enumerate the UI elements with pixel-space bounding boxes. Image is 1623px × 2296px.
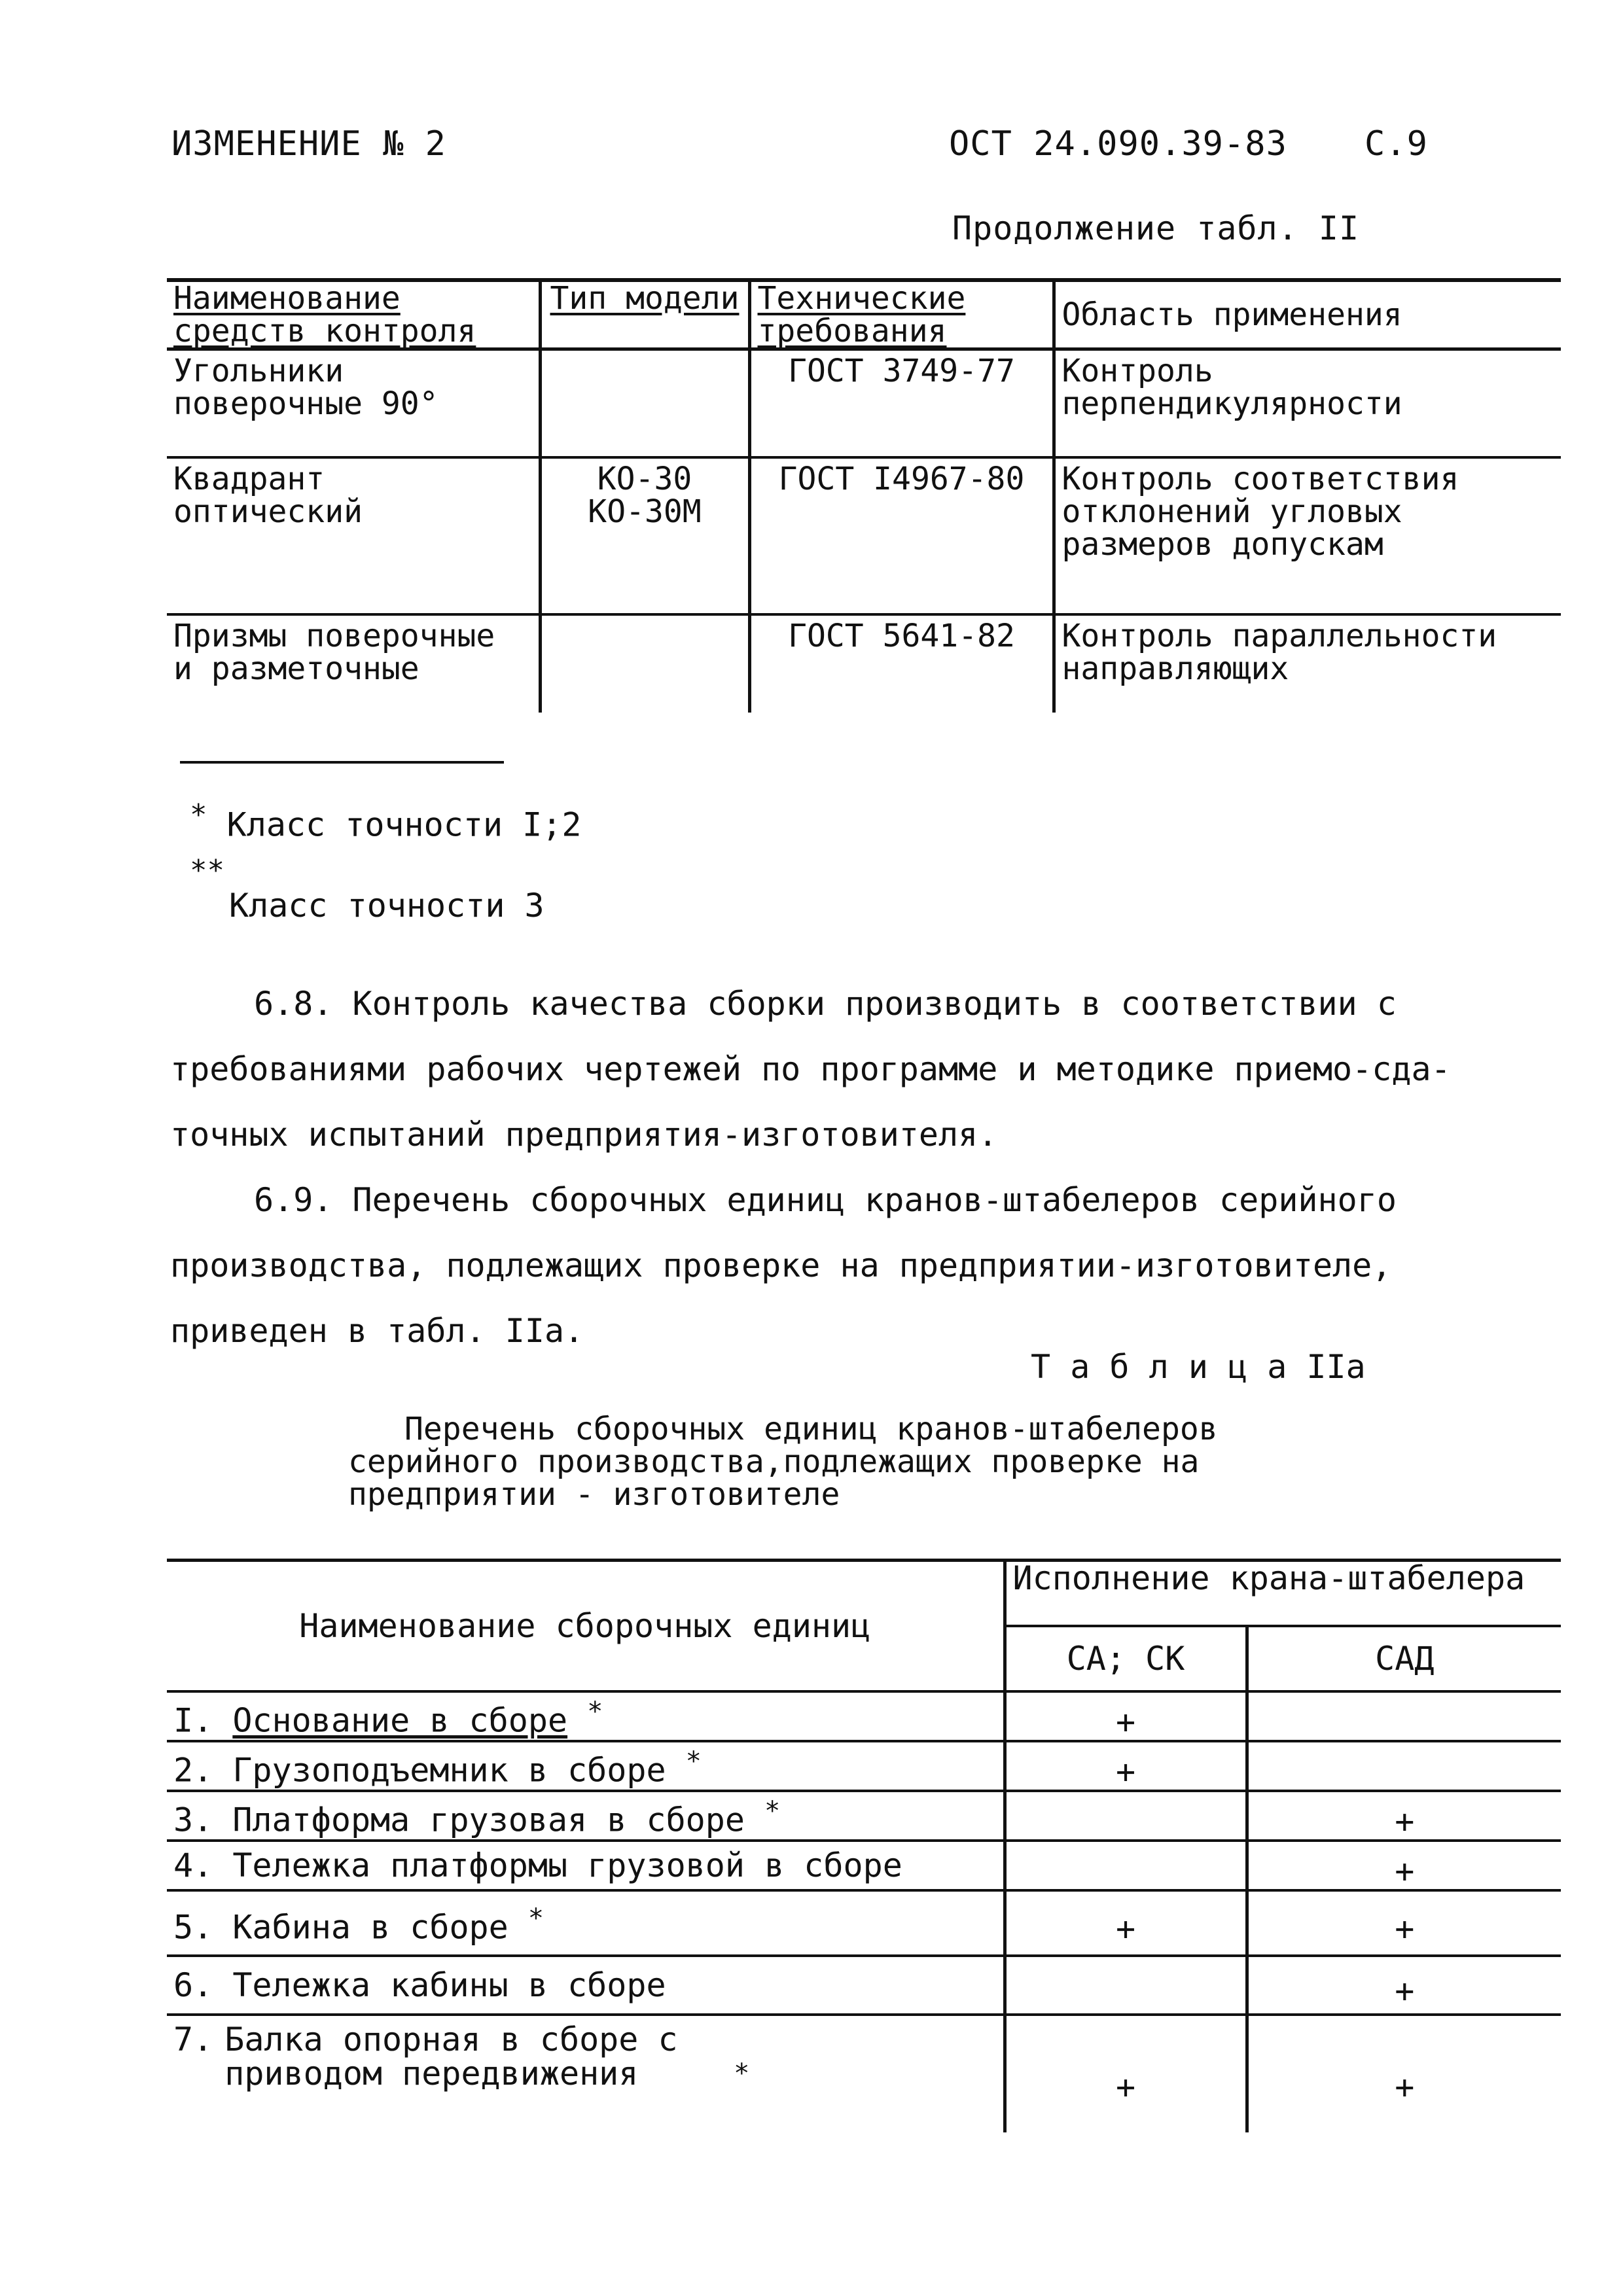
paragraph-6-9-line: приведен в табл. IIа.	[170, 1312, 584, 1350]
col-req-header: Технические требования	[749, 280, 1054, 349]
row-star: *	[734, 2058, 750, 2089]
footnote-2-star: **	[190, 854, 224, 887]
col-sad-header: САД	[1247, 1626, 1561, 1691]
row-area: Контроль перпендикулярности	[1054, 349, 1561, 457]
mark-sad	[1247, 1691, 1561, 1741]
unit-name	[167, 1956, 1005, 2015]
row-name: Призмы поверочные и разметочные	[173, 617, 495, 687]
change-number: ИЗМЕНЕНИЕ № 2	[171, 124, 446, 164]
footnote-divider	[180, 761, 504, 764]
col-area-header: Область применения	[1054, 280, 1561, 349]
table-row	[167, 457, 1561, 614]
table-11a-label: Т а б л и ц а IIа	[1031, 1348, 1366, 1386]
table-row	[167, 1691, 1561, 1741]
row-req: ГОСТ 3749-77	[749, 349, 1054, 457]
row-text: Тележка кабины в сборе	[232, 1966, 666, 2004]
table-caption: Продолжение табл. II	[952, 209, 1360, 247]
row-text: Грузоподъемник в сборе	[232, 1751, 666, 1790]
paragraph-6-8-line: требованиями рабочих чертежей по программе и методике приемо-сда-	[170, 1050, 1451, 1088]
row-model	[540, 349, 749, 457]
row-number: 4.	[173, 1846, 213, 1884]
paragraph-6-8-line: 6.8. Контроль качества сборки производить в соответствии с	[254, 985, 1397, 1023]
col-execution-header: Исполнение крана-штабелера	[1005, 1561, 1561, 1626]
row-number: I.	[173, 1701, 213, 1740]
footnote-1-text: Класс точности I;2	[226, 805, 582, 844]
row-model: КО-30 КО-30М	[540, 457, 749, 614]
paragraph-6-9-line: производства, подлежащих проверке на предприятии-изготовителе,	[170, 1246, 1392, 1284]
table-11a-title-line: серийного производства,подлежащих проверке на	[348, 1443, 1200, 1480]
row-text: Балка опорная в сборе с приводом передвижения	[224, 2020, 678, 2093]
unit-name	[167, 1841, 1005, 1890]
unit-name	[167, 1791, 1005, 1841]
row-number: 6.	[173, 1966, 213, 2004]
row-req: ГОСТ I4967-80	[749, 457, 1054, 614]
mark-sa	[1005, 1956, 1247, 2015]
row-text: Тележка платформы грузовой в сборе	[232, 1846, 902, 1884]
mark-sad: +	[1247, 1791, 1561, 1841]
table-row	[167, 1841, 1561, 1890]
unit-name	[167, 1741, 1005, 1791]
table-11a-title-line: Перечень сборочных единиц кранов-штабелеров	[404, 1411, 1218, 1447]
table-row	[167, 1791, 1561, 1841]
row-text: Основание в сборе	[232, 1701, 568, 1740]
table-11	[167, 278, 1561, 713]
row-number: 5.	[173, 1908, 213, 1947]
table-row	[167, 614, 1561, 713]
row-model	[540, 614, 749, 713]
table-row	[167, 1890, 1561, 1956]
mark-sa: +	[1005, 1691, 1247, 1741]
mark-sa: +	[1005, 1890, 1247, 1956]
mark-sa	[1005, 1791, 1247, 1841]
table-row	[167, 349, 1561, 457]
standard-code: ОСТ 24.090.39-83	[949, 124, 1287, 164]
row-star: *	[764, 1795, 781, 1826]
row-text: Платформа грузовая в сборе	[232, 1801, 745, 1839]
paragraph-6-9-line: 6.9. Перечень сборочных единиц кранов-штабелеров серийного	[254, 1181, 1397, 1219]
footnote-1	[190, 798, 581, 844]
row-number: 2.	[173, 1751, 213, 1790]
table-11a-title-line: предприятии - изготовителе	[348, 1476, 840, 1513]
table-11-header	[167, 280, 1561, 349]
col-name-header: Наименование средств контроля	[167, 280, 540, 349]
mark-sad: +	[1247, 2015, 1561, 2132]
col-units-header: Наименование сборочных единиц	[167, 1561, 1005, 1691]
row-text: Кабина в сборе	[232, 1908, 508, 1947]
table-row	[167, 1956, 1561, 2015]
row-star: *	[527, 1903, 544, 1934]
row-star: *	[685, 1746, 702, 1776]
table-11a	[167, 1559, 1561, 2132]
row-star: *	[587, 1696, 603, 1727]
mark-sad	[1247, 1741, 1561, 1791]
table-11a-header	[167, 1561, 1561, 1626]
mark-sa: +	[1005, 1741, 1247, 1791]
table-row	[167, 1741, 1561, 1791]
page-number: С.9	[1364, 124, 1428, 164]
paragraph-6-8-line: точных испытаний предприятия-изготовителя.	[170, 1116, 998, 1154]
row-name: Квадрант оптический	[167, 457, 540, 614]
mark-sa: +	[1005, 2015, 1247, 2132]
unit-name	[167, 1890, 1005, 1956]
mark-sad: +	[1247, 1890, 1561, 1956]
footnote-1-star: *	[190, 798, 207, 832]
row-area: Контроль параллельности направляющих	[1054, 614, 1561, 713]
table-row	[167, 2015, 1561, 2132]
row-name: Угольники поверочные 90°	[167, 349, 540, 457]
unit-name	[167, 2015, 1005, 2132]
row-number: 3.	[173, 1801, 213, 1839]
row-area: Контроль соответствия отклонений угловых размеров допускам	[1054, 457, 1561, 614]
footnote-2-text: Класс точности 3	[229, 887, 544, 925]
unit-name	[167, 1691, 1005, 1741]
row-req: ГОСТ 5641-82	[749, 614, 1054, 713]
mark-sad: +	[1247, 1956, 1561, 2015]
mark-sad: +	[1247, 1841, 1561, 1890]
col-model-header: Тип модели	[540, 280, 749, 349]
row-number: 7.	[173, 2020, 213, 2058]
col-sa-header: СА; СК	[1005, 1626, 1247, 1691]
mark-sa	[1005, 1841, 1247, 1890]
